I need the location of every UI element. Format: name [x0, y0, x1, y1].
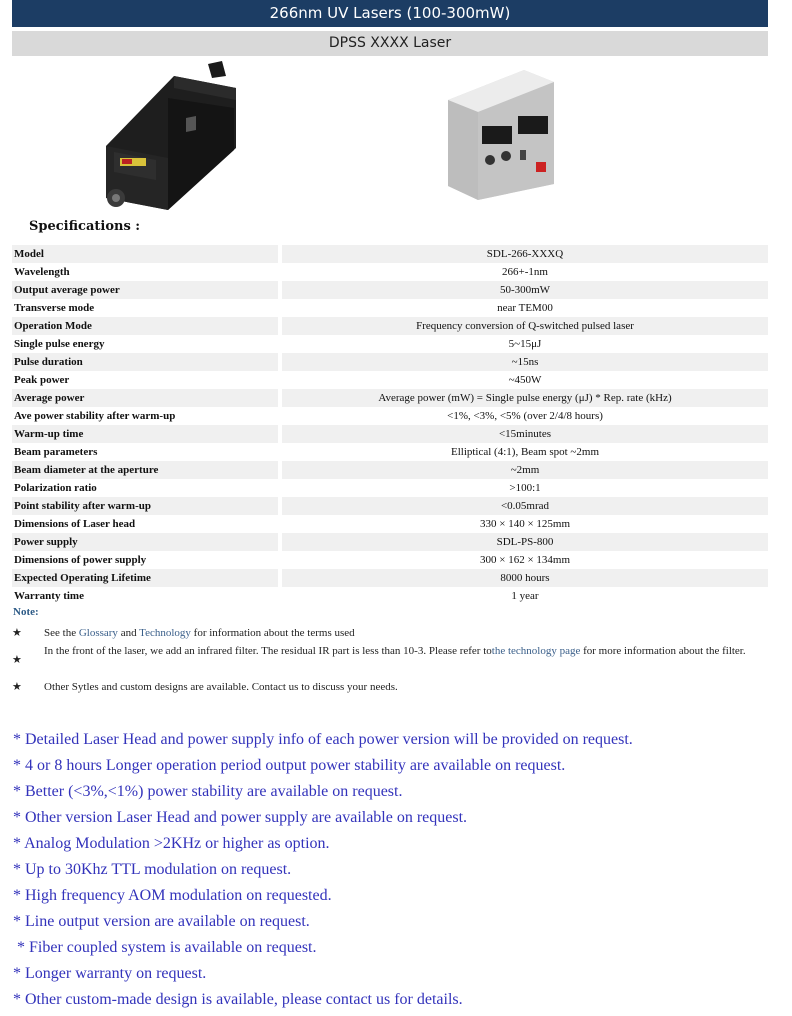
option-item: * Fiber coupled system is available on request.	[13, 939, 317, 956]
star-icon: ★	[12, 654, 22, 666]
spec-label: Dimensions of power supply	[14, 554, 147, 566]
spec-value: 50-300mW	[282, 281, 768, 299]
page-title: 266nm UV Lasers (100-300mW)	[12, 0, 768, 27]
spec-label: Operation Mode	[12, 317, 278, 335]
laser-head-image	[96, 58, 239, 210]
options-list	[13, 730, 633, 1016]
spec-label: Average power	[12, 389, 278, 407]
spec-row	[12, 335, 768, 353]
spec-value: SDL-266-XXXQ	[282, 245, 768, 263]
spec-value: 330 × 140 × 125mm	[479, 518, 571, 530]
technology-page-link[interactable]: the technology page	[491, 645, 581, 657]
option-item: * 4 or 8 hours Longer operation period output power stability are available on request.	[13, 757, 566, 774]
option-item: * Up to 30Khz TTL modulation on request.	[13, 861, 292, 878]
spec-row	[12, 551, 768, 569]
note-label: Note:	[13, 606, 39, 618]
specifications-heading: Specifications :	[29, 219, 141, 234]
spec-label: Peak power	[14, 374, 70, 386]
spec-value: ~450W	[508, 374, 542, 386]
spec-label: Polarization ratio	[14, 482, 97, 494]
option-item: * Other version Laser Head and power supply are available on request.	[13, 809, 468, 826]
spec-label: Output average power	[12, 281, 278, 299]
spec-label: Model	[12, 245, 278, 263]
spec-row	[12, 263, 768, 281]
spec-label: Ave power stability after warm-up	[14, 410, 176, 422]
note-item	[12, 625, 772, 643]
spec-row	[12, 515, 768, 533]
spec-value: 8000 hours	[282, 569, 768, 587]
spec-label: Dimensions of Laser head	[14, 518, 136, 530]
technology-link[interactable]: Technology	[139, 627, 191, 639]
option-item: * Longer warranty on request.	[13, 965, 207, 982]
spec-value: Frequency conversion of Q-switched pulsed laser	[282, 317, 768, 335]
spec-row	[12, 497, 768, 515]
spec-value: 300 × 162 × 134mm	[479, 554, 571, 566]
spec-label: Single pulse energy	[14, 338, 105, 350]
spec-label: Warranty time	[14, 590, 84, 602]
spec-value: ~2mm	[282, 461, 768, 479]
spec-value: <1%, <3%, <5% (over 2/4/8 hours)	[447, 410, 603, 422]
spec-label: Point stability after warm-up	[12, 497, 278, 515]
spec-row	[12, 245, 768, 263]
spec-label: Transverse mode	[14, 302, 95, 314]
spec-value: <0.05mrad	[282, 497, 768, 515]
option-item: * Other custom-made design is available, please contact us for details.	[13, 991, 463, 1008]
note-item	[12, 643, 772, 679]
spec-row	[12, 533, 768, 551]
spec-row	[12, 389, 768, 407]
spec-label: Expected Operating Lifetime	[12, 569, 278, 587]
spec-value: 1 year	[511, 590, 539, 602]
spec-row	[12, 461, 768, 479]
specifications-table	[12, 245, 768, 605]
spec-value: ~15ns	[282, 353, 768, 371]
spec-label: Beam diameter at the aperture	[12, 461, 278, 479]
note-text: Other Sytles and custom designs are available. Contact us to discuss your needs.	[44, 681, 398, 693]
spec-value: Elliptical (4:1), Beam spot ~2mm	[450, 446, 599, 458]
spec-row	[12, 587, 768, 605]
spec-value: Average power (mW) = Single pulse energy (μJ) * Rep. rate (kHz)	[282, 389, 768, 407]
spec-value: 266+-1nm	[502, 266, 548, 278]
option-item: * Analog Modulation >2KHz or higher as option.	[13, 835, 330, 852]
product-subtitle: DPSS XXXX Laser	[12, 31, 768, 56]
spec-value: <15minutes	[282, 425, 768, 443]
spec-value: >100:1	[509, 482, 541, 494]
spec-row	[12, 371, 768, 389]
spec-row	[12, 281, 768, 299]
spec-row	[12, 353, 768, 371]
spec-row	[12, 479, 768, 497]
option-item: * High frequency AOM modulation on requested.	[13, 887, 332, 904]
note-item	[12, 679, 772, 697]
spec-row	[12, 407, 768, 425]
note-text: In the front of the laser, we add an infrared filter. The residual IR part is less than 10-3. Please refer tothe technology page for more information about the filter.	[44, 645, 746, 657]
spec-label: Beam parameters	[14, 446, 98, 458]
spec-row	[12, 569, 768, 587]
power-supply-image	[444, 66, 554, 200]
spec-row	[12, 317, 768, 335]
spec-label: Pulse duration	[12, 353, 278, 371]
spec-label: Wavelength	[14, 266, 70, 278]
spec-row	[12, 443, 768, 461]
star-icon: ★	[12, 627, 22, 639]
spec-row	[12, 425, 768, 443]
spec-label: Warm-up time	[12, 425, 278, 443]
spec-value: SDL-PS-800	[282, 533, 768, 551]
spec-row	[12, 299, 768, 317]
note-text: See the Glossary and Technology for information about the terms used	[44, 627, 355, 639]
spec-value: near TEM00	[497, 302, 553, 314]
star-icon: ★	[12, 681, 22, 693]
option-item: * Detailed Laser Head and power supply info of each power version will be provided on request.	[13, 731, 633, 748]
option-item: * Better (<3%,<1%) power stability are available on request.	[13, 783, 403, 800]
option-item: * Line output version are available on request.	[13, 913, 310, 930]
spec-label: Power supply	[12, 533, 278, 551]
glossary-link[interactable]: Glossary	[78, 627, 118, 639]
spec-value: 5~15μJ	[508, 338, 542, 350]
